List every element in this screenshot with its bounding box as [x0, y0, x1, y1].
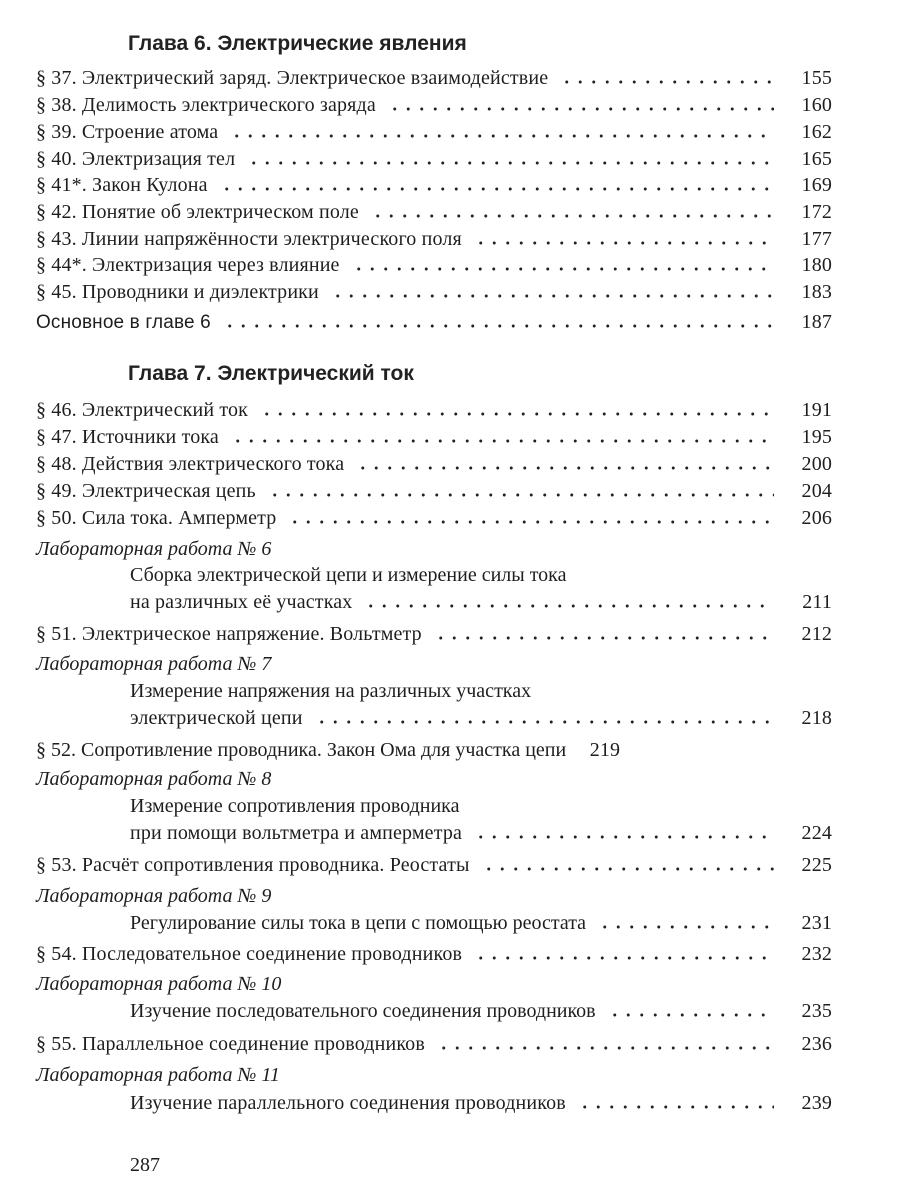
entry-title: Изучение последовательного соединения проводников: [130, 1000, 596, 1022]
entry-title: § 43. Линии напряжённости электрического поля: [36, 228, 462, 250]
entry-title: Основное в главе 6: [36, 312, 211, 333]
dot-leader: [315, 720, 774, 724]
entry-title: § 49. Электрическая цепь: [36, 480, 256, 502]
entry-page: 212: [801, 623, 832, 645]
toc-entry-lab[interactable]: [130, 911, 832, 935]
dot-leader: [220, 187, 774, 191]
entry-title: § 54. Последовательное соединение проводников: [36, 943, 463, 965]
entry-page: 155: [801, 67, 832, 89]
toc-entry[interactable]: [36, 227, 832, 251]
lab-label: Лабораторная работа № 8: [36, 768, 272, 790]
entry-page: 219: [589, 739, 621, 761]
toc-entry[interactable]: [36, 452, 832, 476]
entry-title: § 42. Понятие об электрическом поле: [36, 201, 359, 223]
entry-title: § 45. Проводники и диэлектрики: [36, 281, 319, 303]
entry-title: § 38. Делимость электрического заряда: [36, 94, 376, 116]
entry-page: 191: [801, 399, 832, 421]
toc-entry[interactable]: [36, 1032, 832, 1056]
entry-page: 177: [801, 228, 832, 250]
entry-page: 165: [801, 148, 832, 170]
toc-entry[interactable]: [36, 93, 832, 117]
entry-page: 162: [801, 121, 832, 143]
toc-entry-lab[interactable]: [130, 706, 832, 730]
toc-entry[interactable]: [36, 398, 832, 422]
entry-page: 218: [801, 707, 832, 729]
entry-title: электрической цепи: [130, 707, 303, 729]
toc-entry[interactable]: [36, 147, 832, 171]
entry-title: при помощи вольтметра и амперметра: [130, 822, 463, 844]
entry-page: 232: [801, 943, 832, 965]
entry-page: 211: [802, 591, 832, 613]
toc-entry[interactable]: [36, 120, 832, 144]
dot-leader: [598, 925, 774, 929]
entry-title: § 41*. Закон Кулона: [36, 174, 208, 196]
entry-title: Регулирование силы тока в цепи с помощью реостата: [130, 912, 587, 934]
entry-title: § 50. Сила тока. Амперметр: [36, 507, 277, 529]
dot-leader: [356, 466, 774, 470]
dot-leader: [352, 267, 774, 271]
lab-title-line: Измерение сопротивления проводника: [130, 795, 460, 817]
toc-entry[interactable]: [36, 66, 832, 90]
dot-leader: [437, 1046, 774, 1050]
entry-title: § 48. Действия электрического тока: [36, 453, 345, 475]
entry-page: 160: [801, 94, 832, 116]
toc-entry-lab[interactable]: [130, 1091, 832, 1115]
entry-title: § 51. Электрическое напряжение. Вольтметр: [36, 623, 422, 645]
toc-entry[interactable]: [36, 200, 832, 224]
entry-page: 239: [801, 1092, 832, 1114]
dot-leader: [288, 520, 774, 524]
entry-title: § 47. Источники тока: [36, 426, 219, 448]
lab-title-line: Измерение напряжения на различных участках: [130, 680, 532, 702]
entry-title: § 52. Сопротивление проводника. Закон Ома для участка цепи: [36, 739, 567, 761]
dot-leader: [223, 324, 774, 328]
toc-entry[interactable]: [36, 738, 832, 762]
toc-entry[interactable]: [36, 479, 832, 503]
entry-page: 204: [801, 480, 832, 502]
entry-page: 172: [801, 201, 832, 223]
entry-page: 183: [801, 281, 832, 303]
dot-leader: [560, 80, 774, 84]
entry-page: 206: [801, 507, 832, 529]
toc-entry-lab[interactable]: [130, 590, 832, 614]
entry-title: § 40. Электризация тел: [36, 148, 236, 170]
toc-entry-lab[interactable]: [130, 999, 832, 1023]
toc-entry[interactable]: [36, 853, 832, 877]
toc-entry[interactable]: [36, 506, 832, 530]
entry-page: 231: [801, 912, 832, 934]
toc-entry[interactable]: [36, 173, 832, 197]
toc-entry[interactable]: [36, 280, 832, 304]
entry-page: 200: [801, 453, 832, 475]
entry-title: § 46. Электрический ток: [36, 399, 249, 421]
dot-leader: [260, 412, 774, 416]
entry-page: 235: [801, 1000, 832, 1022]
entry-title: § 53. Расчёт сопротивления проводника. Реостаты: [36, 854, 470, 876]
dot-leader: [474, 835, 774, 839]
dot-leader: [474, 956, 774, 960]
lab-title-line: Сборка электрической цепи и измерение силы тока: [130, 564, 567, 586]
dot-leader: [268, 493, 774, 497]
entry-title: на различных её участках: [130, 591, 353, 613]
lab-label: Лабораторная работа № 7: [36, 653, 272, 675]
entry-page: 169: [801, 174, 832, 196]
entry-title: § 55. Параллельное соединение проводников: [36, 1033, 425, 1055]
entry-title: § 37. Электрический заряд. Электрическое взаимодействие: [36, 67, 549, 89]
entry-page: 225: [801, 854, 832, 876]
dot-leader: [371, 214, 774, 218]
dot-leader: [608, 1013, 774, 1017]
toc-entry[interactable]: [36, 253, 832, 277]
page-number: 287: [130, 1154, 160, 1176]
entry-page: 224: [801, 822, 832, 844]
toc-entry[interactable]: [36, 942, 832, 966]
toc-entry-summary[interactable]: [36, 310, 832, 335]
toc-entry-lab[interactable]: [130, 821, 832, 845]
chapter-7-heading: Глава 7. Электрический ток: [128, 362, 414, 385]
dot-leader: [474, 241, 774, 245]
dot-leader: [231, 439, 774, 443]
entry-title: § 39. Строение атома: [36, 121, 219, 143]
dot-leader: [230, 134, 774, 138]
entry-page: 187: [801, 311, 832, 333]
entry-title: § 44*. Электризация через влияние: [36, 254, 340, 276]
lab-label: Лабораторная работа № 9: [36, 885, 272, 907]
dot-leader: [482, 867, 774, 871]
entry-page: 180: [801, 254, 832, 276]
dot-leader: [247, 161, 774, 165]
dot-leader: [388, 107, 774, 111]
dot-leader: [578, 1105, 774, 1109]
lab-label: Лабораторная работа № 11: [36, 1064, 280, 1086]
dot-leader: [364, 604, 774, 608]
entry-page: 236: [801, 1033, 832, 1055]
toc-entry[interactable]: [36, 425, 832, 449]
toc-entry[interactable]: [36, 622, 832, 646]
dot-leader: [434, 636, 774, 640]
lab-label: Лабораторная работа № 10: [36, 973, 282, 995]
dot-leader: [331, 294, 774, 298]
lab-label: Лабораторная работа № 6: [36, 538, 272, 560]
entry-page: 195: [801, 426, 832, 448]
chapter-6-heading: Глава 6. Электрические явления: [128, 32, 467, 55]
entry-title: Изучение параллельного соединения проводников: [130, 1092, 566, 1114]
